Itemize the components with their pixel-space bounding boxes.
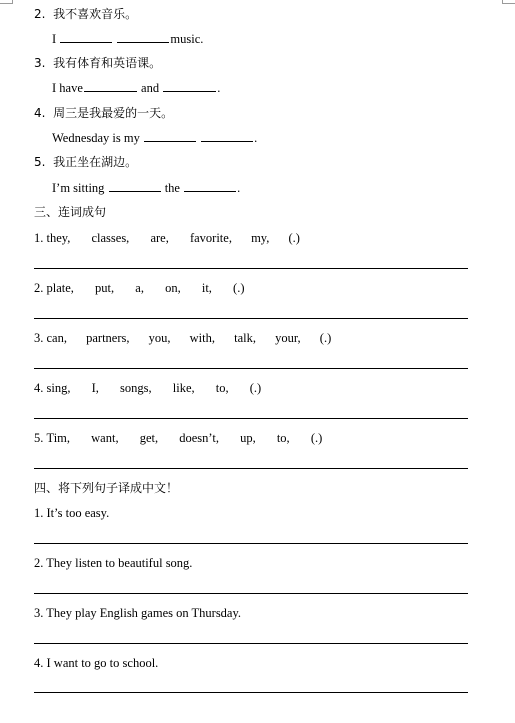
answer-blank[interactable] [163, 80, 216, 92]
question-2-answer: I music. [52, 32, 204, 46]
question-5-prompt: 5. 我正坐在湖边。 [34, 155, 138, 169]
answer-blank[interactable] [144, 130, 196, 142]
answer-line[interactable] [34, 268, 468, 269]
translate-question-2: 2. They listen to beautiful song. [34, 556, 193, 570]
answer-line[interactable] [34, 692, 468, 693]
translate-question-3: 3. They play English games on Thursday. [34, 606, 242, 620]
translate-question-1: 1. It’s too easy. [34, 506, 110, 520]
answer-blank[interactable] [117, 31, 169, 43]
reorder-question-5: 5. Tim, want, get, doesn’t, up, to, (.) [34, 431, 323, 445]
answer-blank[interactable] [60, 31, 112, 43]
answer-line[interactable] [34, 368, 468, 369]
answer-line[interactable] [34, 468, 468, 469]
answer-blank[interactable] [109, 180, 161, 192]
page-corner-mark-left [0, 0, 13, 4]
section-4-title: 四、将下列句子译成中文！ [34, 481, 179, 495]
answer-blank[interactable] [84, 80, 137, 92]
reorder-question-3: 3. can, partners, you, with, talk, your, (.) [34, 331, 332, 345]
answer-blank[interactable] [184, 180, 236, 192]
translate-question-4: 4. I want to go to school. [34, 656, 159, 670]
reorder-question-1: 1. they, classes, are, favorite, my, (.) [34, 231, 300, 245]
answer-line[interactable] [34, 318, 468, 319]
answer-line[interactable] [34, 418, 468, 419]
answer-line[interactable] [34, 543, 468, 544]
question-4-prompt: 4. 周三是我最爱的一天。 [34, 106, 174, 120]
question-3-answer: I have and . [52, 81, 221, 95]
question-5-answer: I’m sitting the . [52, 181, 241, 195]
answer-blank[interactable] [201, 130, 253, 142]
reorder-question-4: 4. sing, I, songs, like, to, (.) [34, 381, 262, 395]
page-corner-mark-right [502, 0, 515, 4]
answer-line[interactable] [34, 593, 468, 594]
answer-line[interactable] [34, 643, 468, 644]
reorder-question-2: 2. plate, put, a, on, it, (.) [34, 281, 245, 295]
question-4-answer: Wednesday is my . [52, 131, 258, 145]
question-3-prompt: 3. 我有体育和英语课。 [34, 56, 162, 70]
question-2-prompt: 2. 我不喜欢音乐。 [34, 7, 138, 21]
section-3-title: 三、连词成句 [34, 205, 107, 219]
